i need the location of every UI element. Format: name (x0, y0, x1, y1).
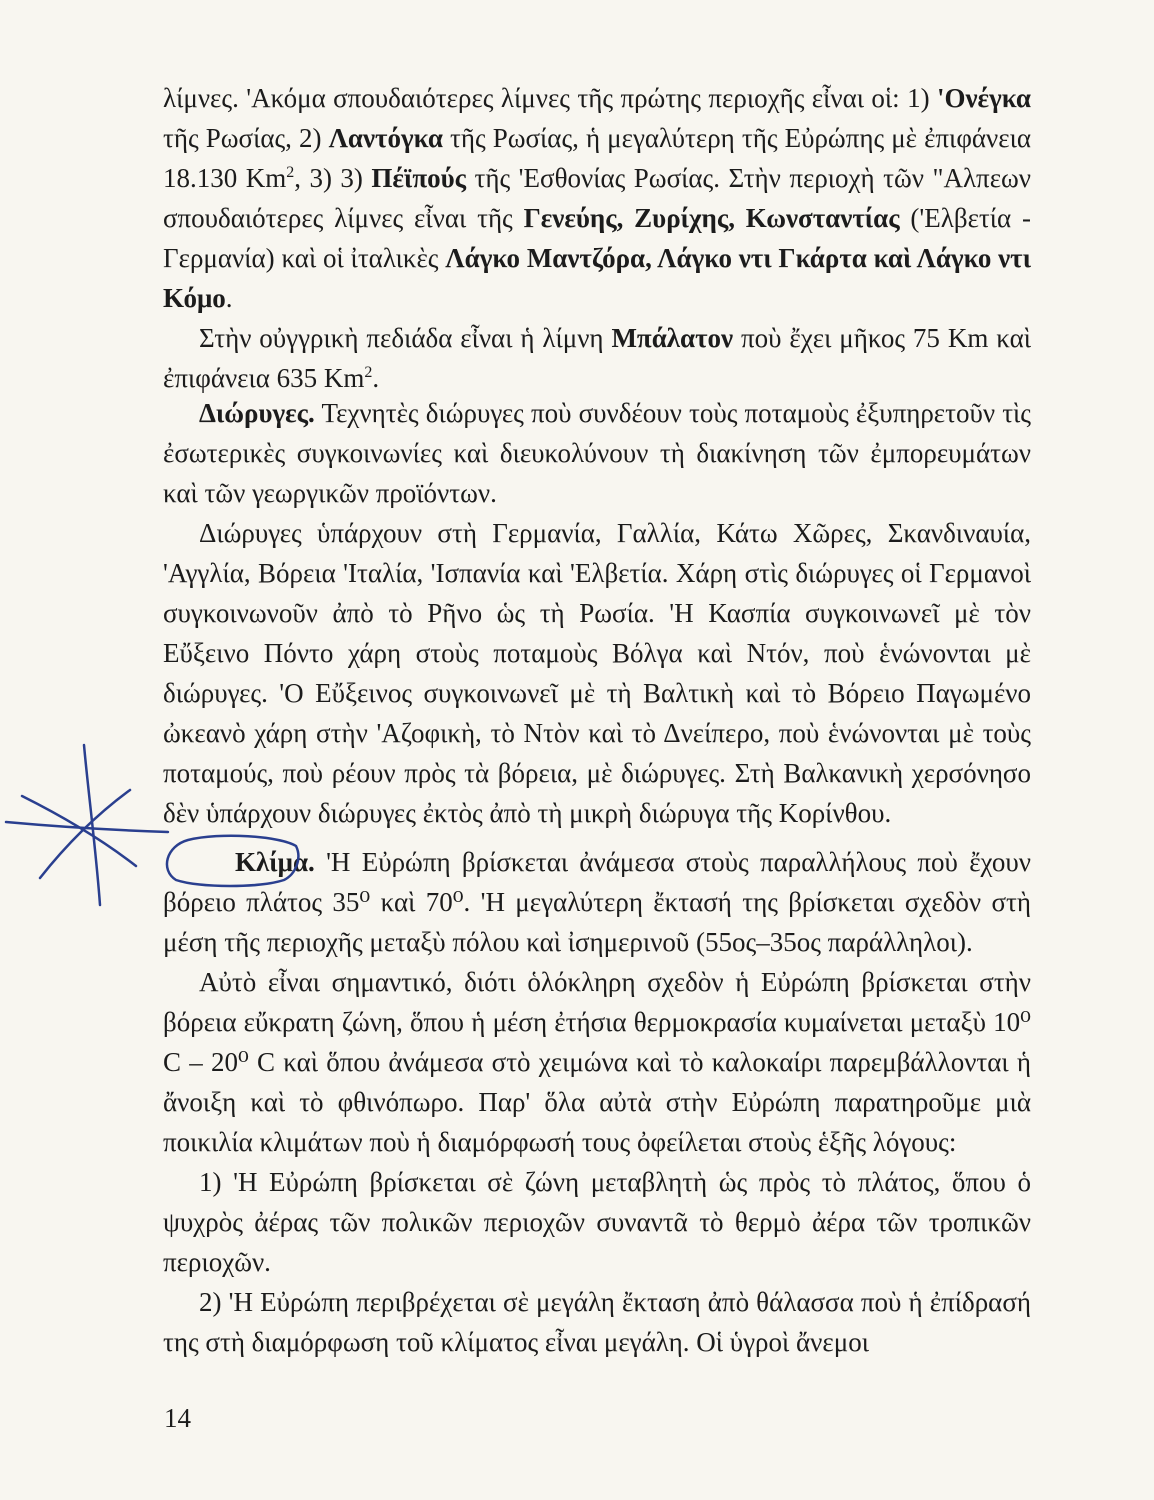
canals-paragraph-1 (163, 393, 1031, 513)
page-number: 14 (164, 1403, 191, 1433)
text-run: ποὺ ἔχει μῆκος 75 Km καὶ ἐπιφάνεια 635 Km (163, 323, 1031, 393)
pen-star-vertical-stroke (84, 745, 100, 905)
text-run: . (225, 283, 233, 313)
superscript: 2 (364, 364, 373, 381)
text-run: . (372, 363, 380, 393)
lakes-paragraph-2 (163, 318, 1031, 398)
climate-paragraph-3: 1) 'Η Εὐρώπη βρίσκεται σὲ ζώνη μεταβλητὴ ὡς πρὸς τὸ πλάτος, ὅπου ὁ ψυχρὸς ἀέρας τῶν πολικῶν περιοχῶν συναντᾶ τὸ θερμὸ ἀέρα τῶν τροπικῶν περιοχῶν. (163, 1167, 1031, 1277)
text-run: , 3) 3) (294, 163, 372, 193)
pen-star-diagonal-stroke-1 (22, 796, 136, 866)
climate-paragraph-4: 2) 'Η Εὐρώπη περιβρέχεται σὲ μεγάλη ἔκταση ἀπὸ θάλασσα ποὺ ἡ ἐπίδρασή της στὴ διαμόρφωση τοῦ κλίματος εἶναι μεγάλη. Οἱ ὑγροὶ ἄνεμοι (163, 1287, 1031, 1357)
lake-onega: 'Ονέγκα (936, 83, 1031, 113)
text-run: Στὴν οὐγγρικὴ πεδιάδα εἶναι ἡ λίμνη (199, 323, 612, 353)
text-run: 'Η Εὐρώπη βρίσκεται ἀνάμεσα στοὺς παραλλήλους ποὺ ἔχουν βόρειο πλάτος 35⁰ καὶ 70⁰. 'Η μεγαλύτερη ἔκτασή της βρίσκεται σχεδὸν στὴ μέση τῆς περιοχῆς μεταξὺ πόλου καὶ ἰσημερινοῦ (55ος–35ος παράλληλοι). (163, 847, 1031, 957)
climate-heading: Κλίμα. (235, 847, 315, 877)
italian-lakes: Λάγκο Μαντζόρα, Λάγκο ντι Γκάρτα καὶ Λάγκο ντι Κόμο (163, 243, 1031, 313)
canals-section (163, 393, 1031, 833)
text-run: Τεχνητὲς διώρυγες ποὺ συνδέουν τοὺς ποταμοὺς ἐξυπηρετοῦν τὶς ἐσωτερικὲς συγκοινωνίες καὶ διευκολύνουν τὴ διακίνηση τῶν ἐμπορευμάτων καὶ τῶν γεωργικῶν προϊόντων. (163, 398, 1031, 508)
lakes-section (163, 78, 1031, 398)
text-run: τῆς 'Εσθονίας Ρωσίας. Στὴν περιοχὴ τῶν "Αλπεων σπουδαιότερες λίμνες εἶναι τῆς (163, 163, 1032, 233)
pen-star-horizontal-stroke (6, 822, 168, 832)
lake-balaton: Μπάλατον (611, 323, 734, 353)
canals-heading: Διώρυγες. (199, 398, 315, 428)
canals-paragraph-2: Διώρυγες ὑπάρχουν στὴ Γερμανία, Γαλλία, Κάτω Χῶρες, Σκανδιναυία, 'Αγγλία, Βόρεια 'Ιταλία, 'Ισπανία καὶ 'Ελβετία. Χάρη στὶς διώρυγες οἱ Γερμανοὶ συγκοινωνοῦν ἀπὸ τὸ Ρῆνο ὡς τὴ Ρωσία. 'Η Κασπία συγκοινωνεῖ μὲ τὸν Εὔξεινο Πόντο χάρη στοὺς ποταμοὺς Βόλγα καὶ Ντόν, ποὺ ἑνώνονται μὲ διώρυγες. 'Ο Εὔξεινος συγκοινωνεῖ μὲ τὴ Βαλτικὴ καὶ τὸ Βόρειο Παγωμένο ὠκεανὸ χάρη στὴν 'Αζοφικὴ, τὸ Ντὸν καὶ τὸ Δνείπερο, ποὺ ἑνώνονται μὲ τοὺς ποταμούς, ποὺ ρέουν πρὸς τὰ βόρεια, μὲ διώρυγες. Στὴ Βαλκανικὴ χερσόνησο δὲν ὑπάρχουν διώρυγες ἐκτὸς ἀπὸ τὴ μικρὴ διώρυγα τῆς Κορίνθου. (163, 518, 1031, 828)
lake-peipus: Πέϊπούς (371, 163, 467, 193)
swiss-lakes: Γενεύης, Ζυρίχης, Κωνσταντίας (523, 203, 900, 233)
climate-section (163, 842, 1031, 1362)
text-run: ('Ελβετία - Γερμανία) καὶ οἱ ἰταλικὲς (163, 203, 1031, 273)
lake-ladoga: Λαντόγκα (328, 123, 443, 153)
text-run: τῆς Ρωσίας, 2) (163, 123, 329, 153)
climate-paragraph-1 (163, 842, 1031, 962)
text-run: τῆς Ρωσίας, ἡ μεγαλύτερη τῆς Εὐρώπης μὲ ἐπιφάνεια 18.130 Km (163, 123, 1032, 193)
lakes-paragraph-1 (163, 78, 1031, 318)
climate-paragraph-2: Αὐτὸ εἶναι σημαντικό, διότι ὁλόκληρη σχεδὸν ἡ Εὐρώπη βρίσκεται στὴν βόρεια εὔκρατη ζώνη, ὅπου ἡ μέση ἐτήσια θερμοκρασία κυμαίνεται μεταξὺ 10⁰ C – 20⁰ C καὶ ὅπου ἀνάμεσα στὸ χειμώνα καὶ τὸ καλοκαίρι παρεμβάλλονται ἡ ἄνοιξη καὶ τὸ φθινόπωρο. Παρ' ὅλα αὐτὰ στὴν Εὐρώπη παρατηροῦμε μιὰ ποικιλία κλιμάτων ποὺ ἡ διαμόρφωσή τους ὀφείλεται στοὺς ἑξῆς λόγους: (163, 967, 1031, 1157)
superscript: 2 (286, 164, 295, 181)
pen-star-diagonal-stroke-2 (40, 790, 130, 878)
text-run: λίμνες. 'Ακόμα σπουδαιότερες λίμνες τῆς πρώτης περιοχῆς εἶναι οἱ: 1) (163, 83, 937, 113)
